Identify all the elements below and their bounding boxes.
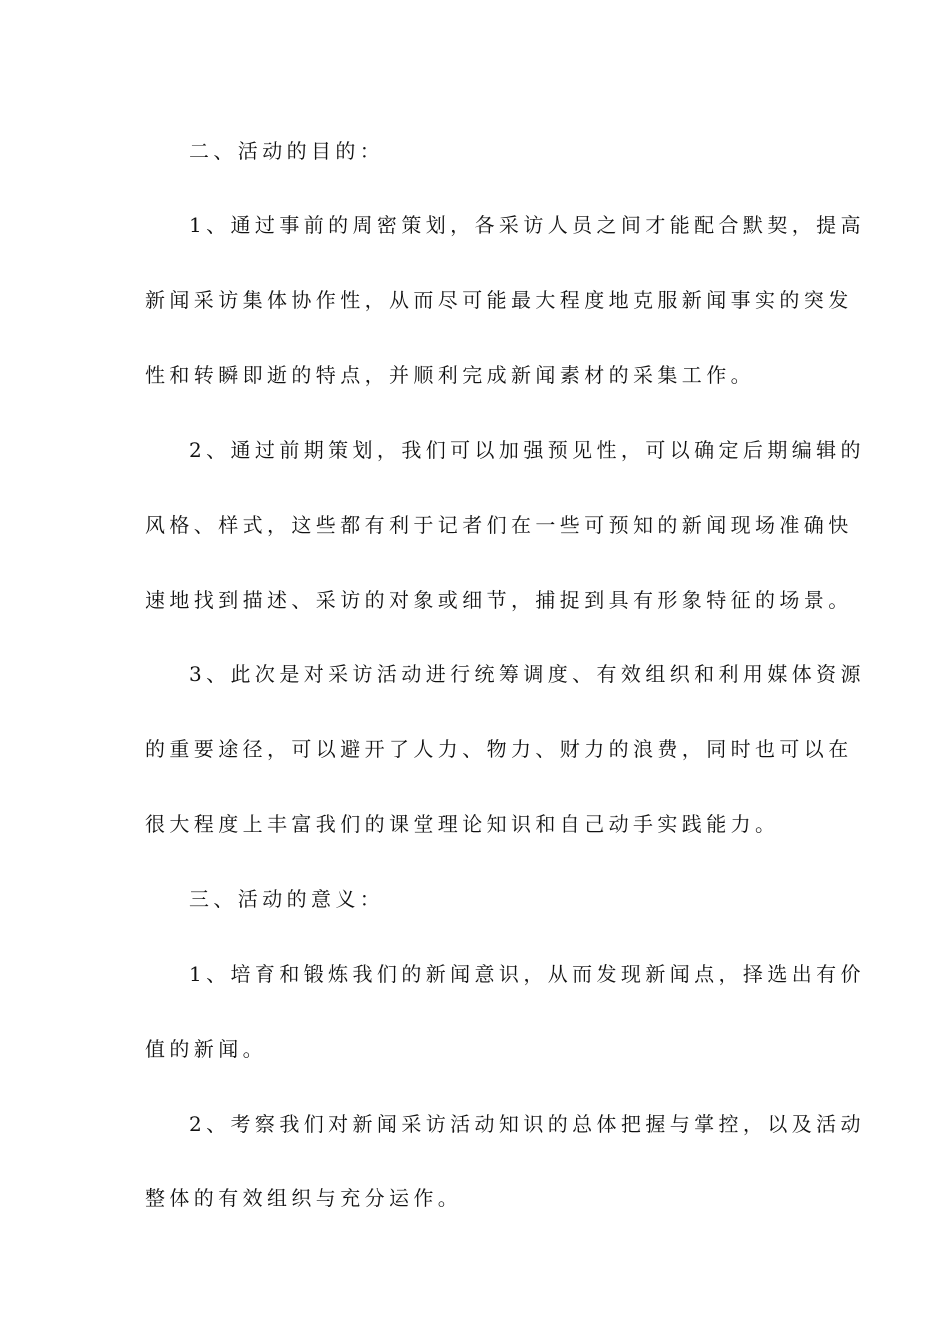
paragraph-line: 很大程度上丰富我们的课堂理论知识和自己动手实践能力。 (145, 812, 780, 836)
paragraph-line: 的重要途径，可以避开了人力、物力、财力的浪费，同时也可以在 (145, 737, 853, 761)
paragraph-line: 值的新闻。 (145, 1037, 267, 1061)
paragraph-line: 整体的有效组织与充分运作。 (145, 1186, 463, 1210)
paragraph-line: 性和转瞬即逝的特点，并顺利完成新闻素材的采集工作。 (145, 363, 755, 387)
paragraph-line: 3、此次是对采访活动进行统筹调度、有效组织和利用媒体资源 (189, 662, 865, 686)
paragraph-line: 2、考察我们对新闻采访活动知识的总体把握与掌控，以及活动 (189, 1112, 865, 1136)
section-heading-purpose: 二、活动的目的： (189, 139, 385, 163)
paragraph-line: 1、通过事前的周密策划，各采访人员之间才能配合默契，提高 (189, 213, 865, 237)
paragraph-line: 风格、样式，这些都有利于记者们在一些可预知的新闻现场准确快 (145, 513, 853, 537)
paragraph-line: 新闻采访集体协作性，从而尽可能最大程度地克服新闻事实的突发 (145, 288, 853, 312)
paragraph-line: 速地找到描述、采访的对象或细节，捕捉到具有形象特征的场景。 (145, 588, 853, 612)
paragraph-line: 1、培育和锻炼我们的新闻意识，从而发现新闻点，择选出有价 (189, 962, 865, 986)
paragraph-line: 2、通过前期策划，我们可以加强预见性，可以确定后期编辑的 (189, 438, 865, 462)
section-heading-significance: 三、活动的意义： (189, 887, 385, 911)
